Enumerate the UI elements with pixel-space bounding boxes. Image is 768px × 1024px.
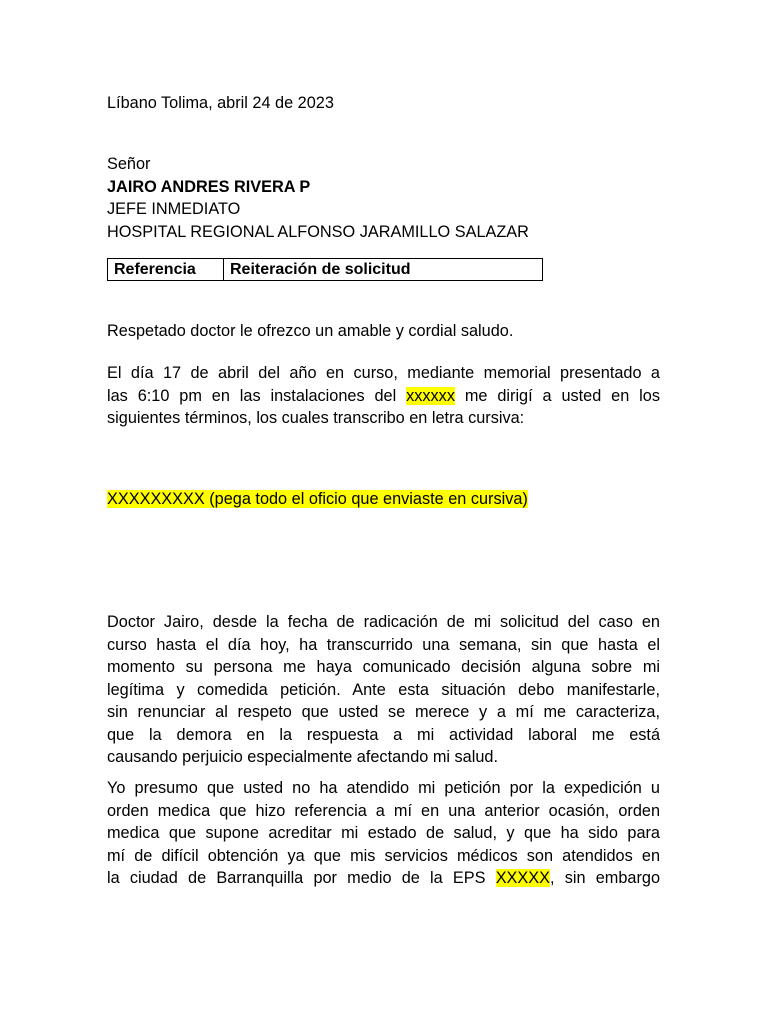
- paragraph-2-line: Doctor Jairo, desde la fecha de radicación de mi solicitud del caso en: [107, 613, 660, 631]
- greeting: Respetado doctor le ofrezco un amable y cordial saludo.: [107, 322, 514, 340]
- paragraph-1-text: me dirigí a usted en los: [454, 386, 660, 405]
- paragraph-3-line: Yo presumo que usted no ha atendido mi petición por la expedición u: [107, 779, 660, 797]
- placeholder-note: XXXXXXXXX (pega todo el oficio que enviaste en cursiva): [107, 490, 528, 508]
- recipient-institution: HOSPITAL REGIONAL ALFONSO JARAMILLO SALAZAR: [107, 222, 529, 241]
- recipient-salutation: Señor: [107, 155, 151, 173]
- date-line: Líbano Tolima, abril 24 de 2023: [107, 94, 334, 112]
- reference-value: Reiteración de solicitud: [224, 259, 543, 281]
- paragraph-3-text: , sin embargo: [550, 869, 660, 887]
- paragraph-2-line: sin renunciar al respeto que usted se merece y a mí me caracteriza,: [107, 703, 660, 721]
- reference-table: [107, 258, 543, 281]
- paragraph-2: [107, 611, 660, 769]
- paragraph-1-text: las 6:10 pm en las instalaciones del: [107, 386, 407, 405]
- placeholder-note-line: [107, 488, 660, 511]
- paragraph-1-line: siguientes términos, los cuales transcribo en letra cursiva:: [107, 409, 525, 427]
- paragraph-3-line: [107, 867, 660, 890]
- recipient-block: [107, 153, 660, 243]
- placeholder-highlight: xxxxxx: [406, 386, 455, 405]
- eps-placeholder-highlight: XXXXX: [495, 869, 550, 887]
- paragraph-1-line: El día 17 de abril del año en curso, mediante memorial presentado a: [107, 364, 660, 382]
- paragraph-2-line: momento su persona me haya comunicado decisión alguna sobre mi: [107, 658, 660, 676]
- paragraph-3-line: mí de difícil obtención ya que mis servicios médicos son atendidos en: [107, 846, 660, 865]
- reference-label: Referencia: [108, 259, 224, 281]
- paragraph-3-text: la ciudad de Barranquilla por medio de la EPS: [107, 869, 496, 887]
- paragraph-2-line: causando perjuicio especialmente afectando mi salud.: [107, 748, 498, 766]
- paragraph-1: [107, 362, 660, 430]
- paragraph-3-line: orden medica que hizo referencia a mí en una anterior ocasión, orden: [107, 801, 660, 820]
- recipient-role: JEFE INMEDIATO: [107, 200, 241, 218]
- recipient-name: JAIRO ANDRES RIVERA P: [107, 177, 311, 196]
- paragraph-2-line: legítima y comedida petición. Ante esta situación debo manifestarle,: [107, 680, 660, 699]
- paragraph-2-line: curso hasta el día hoy, ha transcurrido una semana, sin que hasta el: [107, 635, 660, 654]
- paragraph-3-line: medica que supone acreditar mi estado de salud, y que ha sido para: [107, 824, 660, 842]
- paragraph-2-line: que la demora en la respuesta a mi actividad laboral me está: [107, 725, 660, 744]
- reference-row: [108, 259, 543, 281]
- paragraph-3: [107, 777, 660, 890]
- paragraph-1-line: [107, 385, 660, 408]
